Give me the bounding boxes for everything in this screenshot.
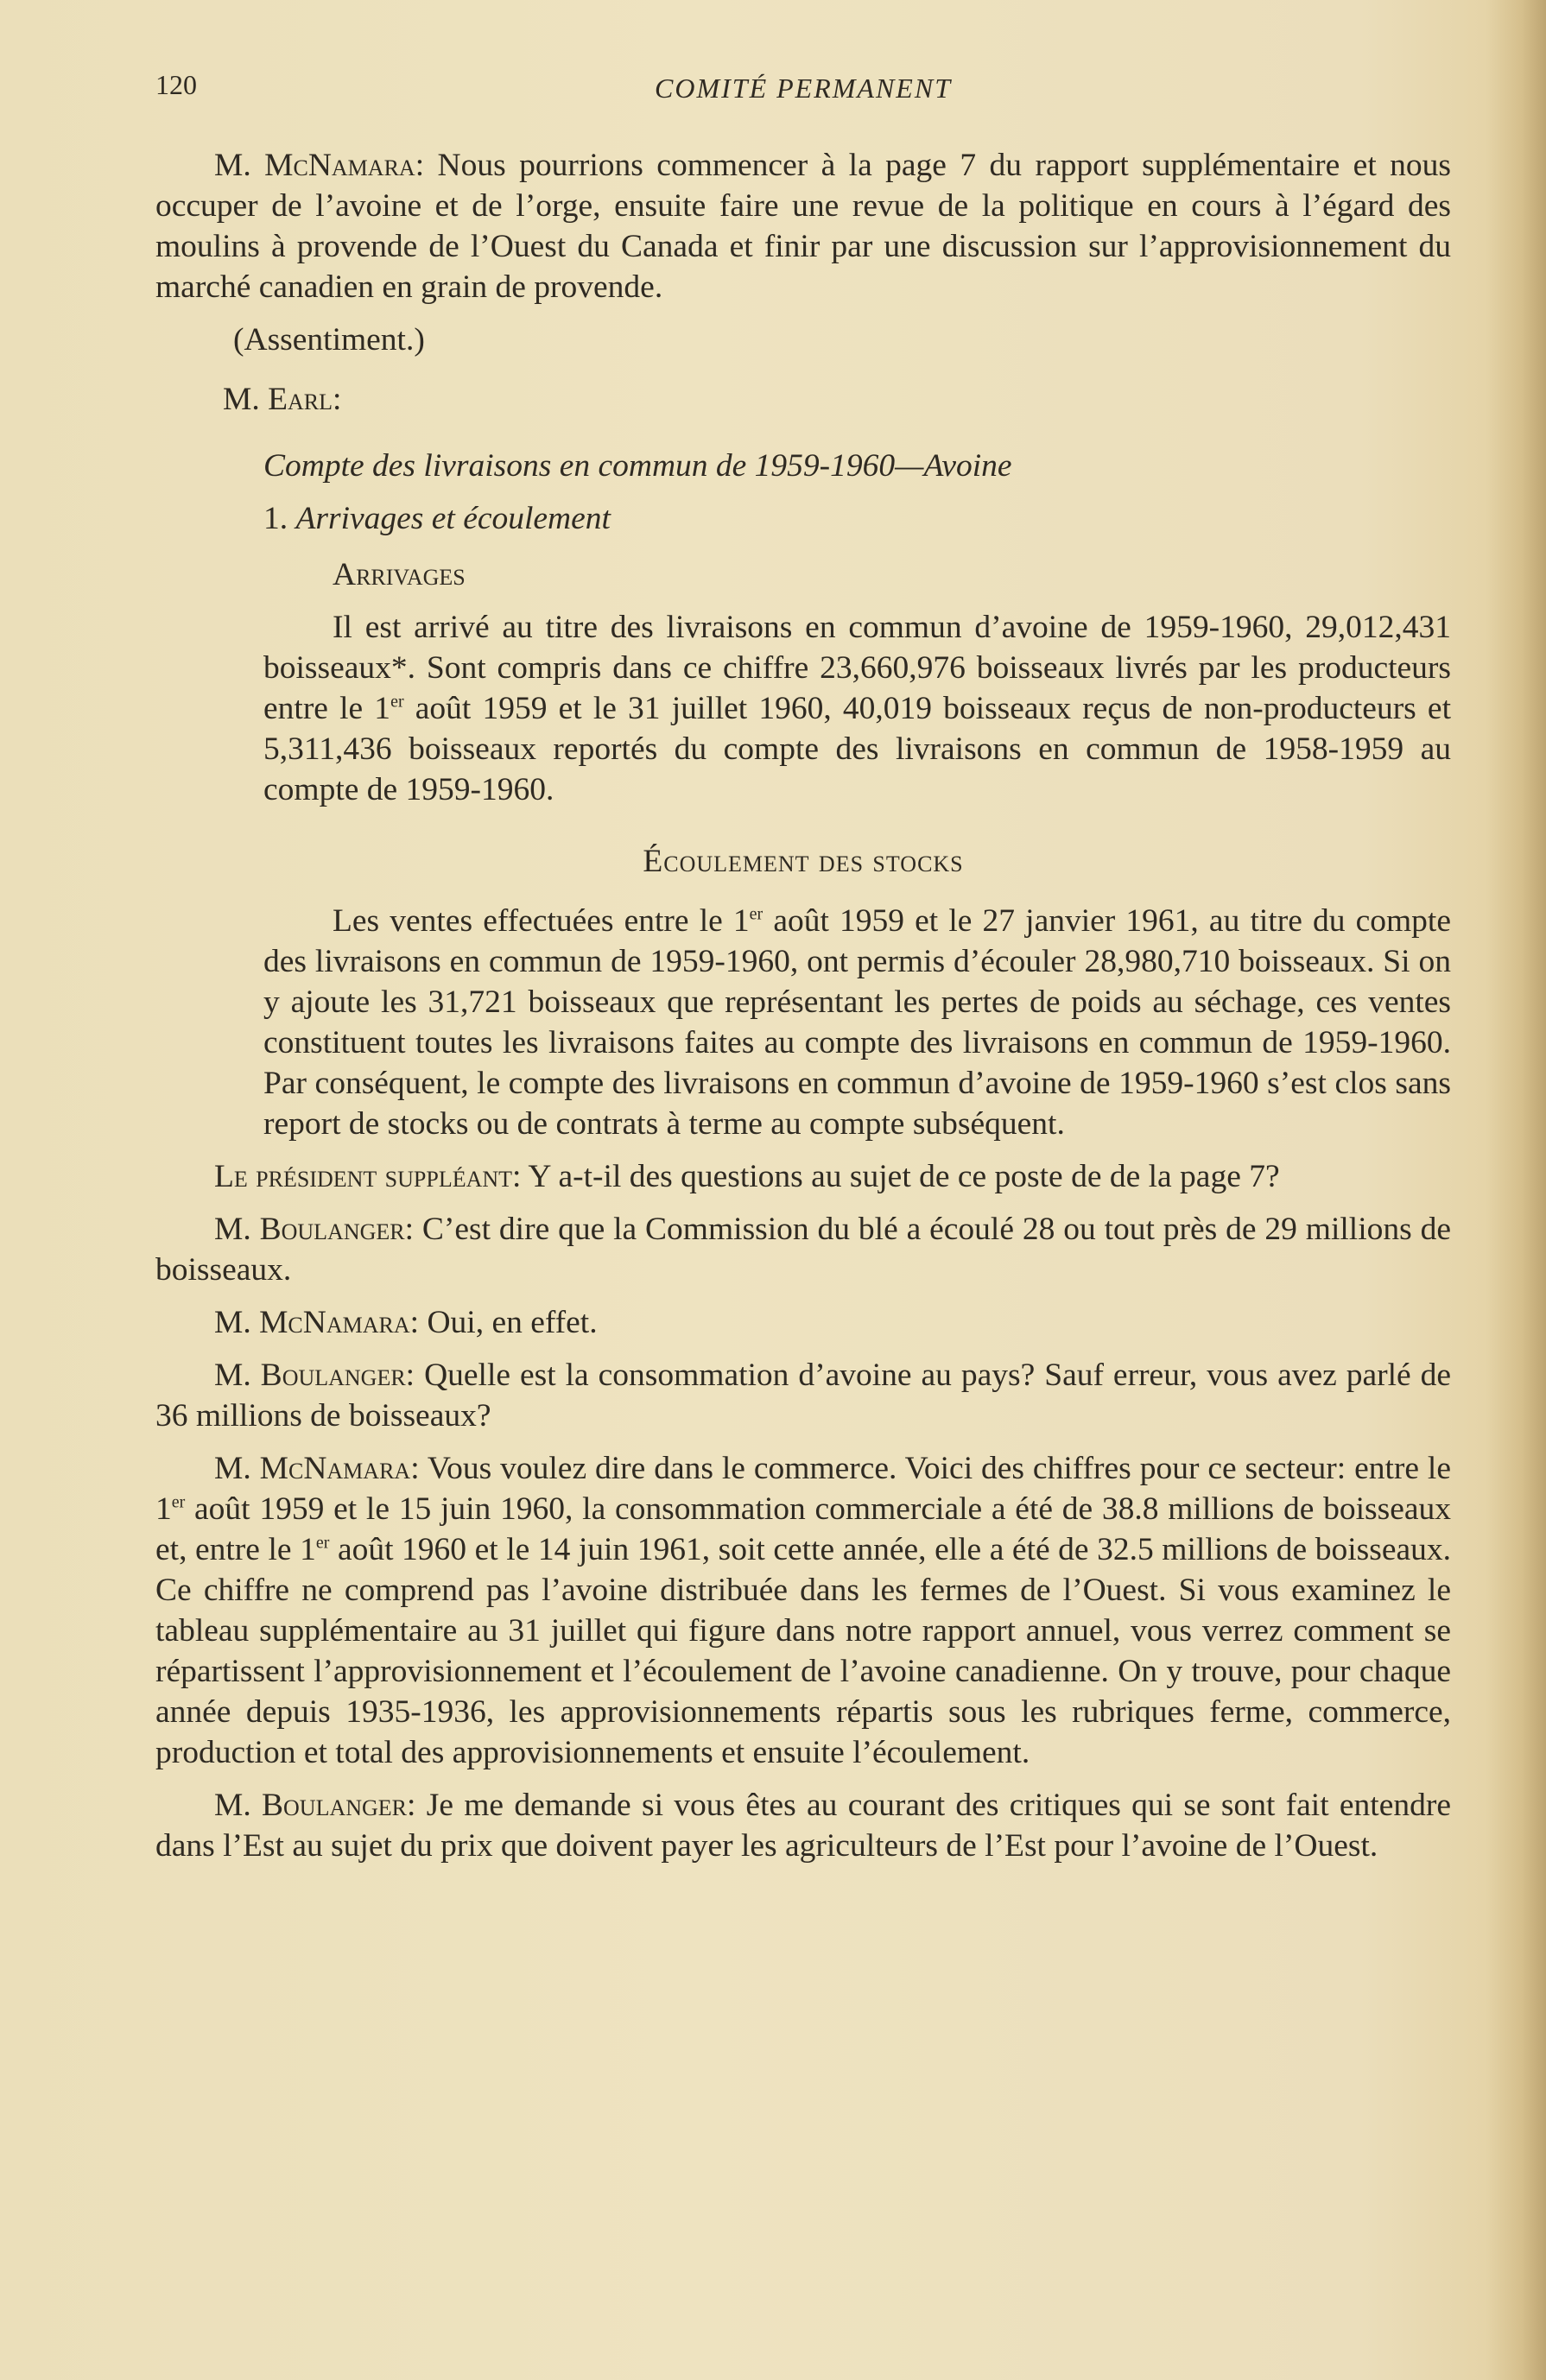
superscript: er [171,1492,186,1512]
paragraph-boulanger-1 [155,1209,1451,1290]
speaker-earl [223,379,1451,420]
superscript: er [390,692,404,712]
paragraph-mcnamara-1 [155,145,1451,307]
speaker-name: Le président suppléant: [214,1159,522,1194]
paragraph-mcnamara-2 [155,1302,1451,1343]
paragraph-text: août 1959 et le 15 juin 1960, la consommation commerciale a été de 38.8 millions de boisseaux et, entre le 1 [155,1491,1451,1567]
section-title: Compte des livraisons en commun de 1959-1960—Avoine [263,448,1012,484]
paragraph-mcnamara-3 [155,1448,1451,1773]
paragraph-text: C’est dire que la Commission du blé a écoulé 28 ou tout près de 29 millions de boisseaux. [155,1212,1451,1288]
ecoulement-heading: Écoulement des stocks [643,844,964,879]
speaker-name: M. Boulanger: [214,1212,415,1247]
paragraph-text: Quelle est la consommation d’avoine au pays? Sauf erreur, vous avez parlé de 36 millions de boisseaux? [155,1358,1452,1434]
paragraph-text: Oui, en effet. [419,1305,598,1340]
section-item [263,498,1451,539]
running-head: COMITÉ PERMANENT [655,73,952,104]
superscript: er [315,1533,330,1553]
page-number: 120 [155,69,197,100]
page-body [155,145,1451,1878]
assent-line: (Assentiment.) [233,322,425,358]
paragraph-boulanger-2 [155,1355,1451,1436]
superscript: er [749,904,763,924]
speaker-name: M. McNamara: [214,148,425,183]
speaker-name: M. Boulanger: [214,1358,415,1393]
paragraph-president [155,1156,1451,1197]
paragraph-text: août 1959 et le 31 juillet 1960, 40,019 boisseaux reçus de non-producteurs et 5,311,436 boisseaux reportés du compte des livraisons en commun de 1958-1959 au compte de 1959-1960. [263,691,1451,807]
speaker-name: M. McNamara: [214,1451,420,1486]
item-title: Arrivages et écoulement [295,501,611,536]
item-number: 1. [263,501,288,536]
speaker-name: M. McNamara: [214,1305,420,1340]
speaker-name: M. Earl: [223,382,342,417]
paragraph-ecoulement [155,901,1451,1144]
paragraph-text: Y a-t-il des questions au sujet de ce poste de de la page 7? [521,1159,1280,1194]
arrivages-heading: Arrivages [333,557,466,592]
paragraph-text: août 1960 et le 14 juin 1961, soit cette année, elle a été de 32.5 millions de boisseaux. Ce chiffre ne comprend pas l’avoine distribuée dans les fermes de l’Ouest. Si vous examinez le tableau supplémentaire au 31 juillet qui figure dans notre rapport annuel, vous verrez comment se répartissent l’approvisionnement et l’écoulement de l’avoine canadienne. On y trouve, pour chaque année depuis 1935-1936, les approvisionnements répartis sous les rubriques ferme, commerce, production et total des approvisionnements et ensuite l’écoulement. [155,1532,1451,1770]
paragraph-text: Je me demande si vous êtes au courant des critiques qui se sont fait entendre dans l’Est au sujet du prix que doivent payer les agriculteurs de l’Est pour l’avoine de l’Ouest. [155,1788,1451,1864]
speaker-name: M. Boulanger: [214,1788,416,1823]
page-header [155,69,1451,112]
paragraph-text: Nous pourrions commencer à la page 7 du rapport supplémentaire et nous occuper de l’avoine et de l’orge, ensuite faire une revue de la politique en cours à l’égard des moulins à provende de l’Ouest du Canada et finir par une discussion sur l’approvisionnement du marché canadien en grain de provende. [155,148,1451,305]
page-spine-shadow [1486,0,1546,2380]
paragraph-text: Vous voulez dire dans le commerce. Voici des chiffres pour ce secteur: entre le 1 [155,1451,1451,1527]
paragraph-text: Il est arrivé au titre des livraisons en commun d’avoine de 1959-1960, 29,012,431 boisseaux*. Sont compris dans ce chiffre 23,660,976 boisseaux livrés par les producteurs entre le 1 [263,610,1451,726]
paragraph-text: Les ventes effectuées entre le 1 [333,903,750,939]
paragraph-text: août 1959 et le 27 janvier 1961, au titre du compte des livraisons en commun de 1959-1960, ont permis d’écouler 28,980,710 boisseaux. Si on y ajoute les 31,721 boisseaux que représentant les pertes de poids au séchage, ces ventes constituent toutes les livraisons faites au compte des livraisons en commun de 1959-1960. Par conséquent, le compte des livraisons en commun d’avoine de 1959-1960 s’est clos sans report de stocks ou de contrats à terme au compte subséquent. [263,903,1451,1142]
paragraph-boulanger-3 [155,1785,1451,1866]
paragraph-arrivages [155,607,1451,810]
